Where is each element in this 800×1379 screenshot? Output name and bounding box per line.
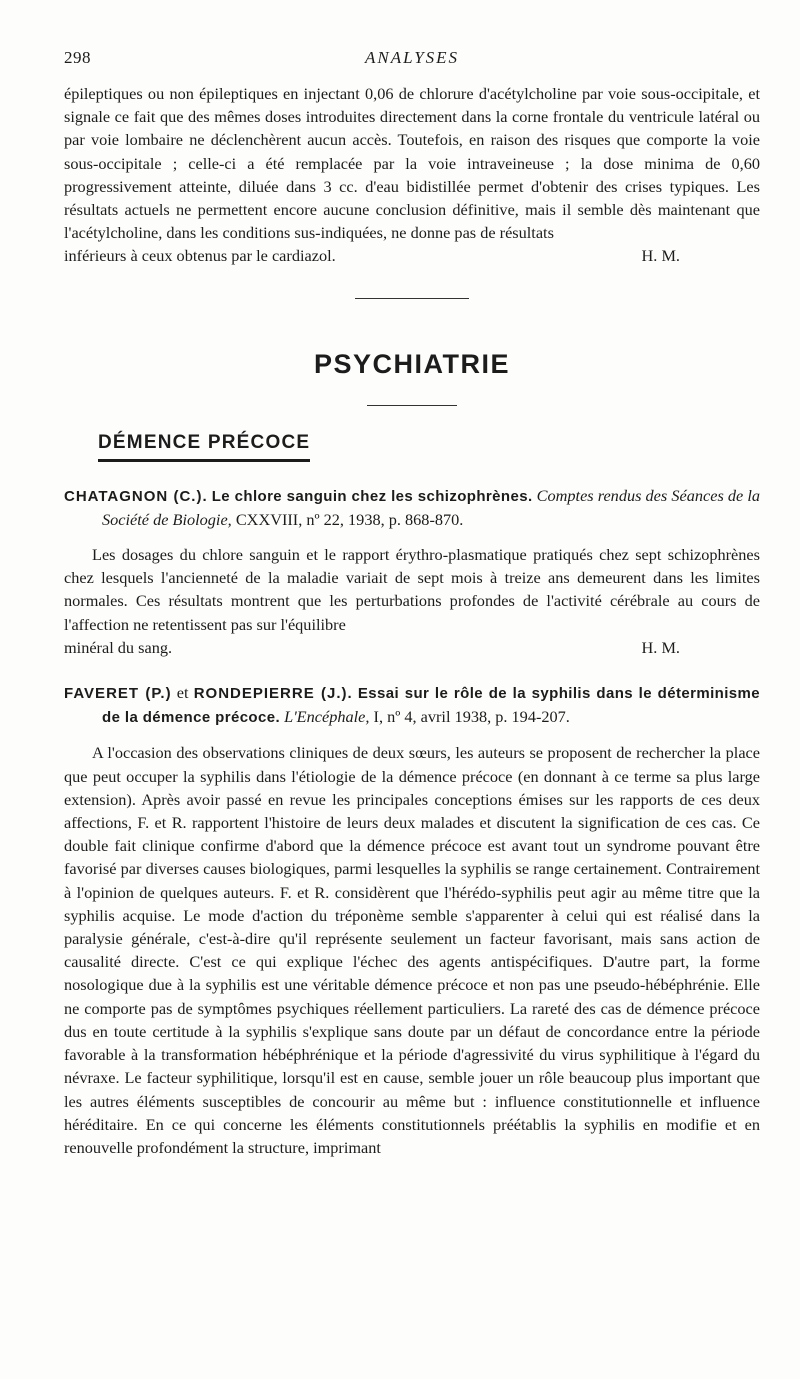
abstract-entry-chatagnon: [64, 484, 760, 659]
entry-last-text: minéral du sang.: [64, 637, 173, 657]
entry-last-line: [64, 636, 760, 659]
abstract-body: épileptiques ou non épileptiques en injectant 0,06 de chlorure d'acétylcholine par voie sous-occipitale, et signale ce fait que des mêmes doses introduites directement dans la corne frontale du ventricule latéral ou par voie lombaire ne déclenchèrent aucun accès. Toutefois, en raison des risques que comporte la voie sous-occipitale ; celle-ci a été remplacée par la voie intraveineuse ; la dose minima de 0,60 progressivement atteinte, diluée dans 3 cc. d'eau bidistillée permet d'obtenir des crises typiques. Les résultats actuels ne permettent encore aucune conclusion définitive, mais il semble dès maintenant que l'acétylcholine, dans les conditions sus-indiquées, ne donne pas de résultats: [64, 84, 760, 243]
section-title: PSYCHIATRIE: [313, 348, 511, 379]
entry-citation: [64, 484, 760, 531]
abstract-last-line: [64, 244, 760, 267]
entry-citation: [64, 681, 760, 729]
entry-title: Essai sur le rôle de la syphilis dans le déterminisme de la démence précoce.: [102, 685, 761, 727]
entry-reference: I, nº 4, avril 1938, p. 194-207.: [369, 707, 570, 727]
entry-author: CHATAGNON (C.).: [64, 487, 208, 505]
entry-reference: CXXVIII, nº 22, 1938, p. 868-870.: [231, 509, 464, 529]
entry-coauthor: RONDEPIERRE (J.).: [193, 685, 353, 703]
page-content: [64, 82, 760, 1159]
section-title-rule: [367, 405, 457, 406]
abstract-entry-faveret: [64, 681, 760, 1159]
abstract-signature: H. M.: [641, 246, 680, 266]
entry-body: Les dosages du chlore sanguin et le rapport érythro-plasmatique pratiqués chez sept schizophrènes chez lesquels l'ancienneté de la maladie variait de sept mois à treize ans demeurent dans les limites normales. Ces résultats montrent que les perturbations profondes de l'activité cérébrale au cours de l'affection ne retentissent pas sur l'équilibre: [64, 545, 760, 634]
entry-signature: H. M.: [641, 637, 680, 657]
entry-body: A l'occasion des observations cliniques de deux sœurs, les auteurs se proposent de rechercher la place que peut occuper la syphilis dans l'étiologie de la démence précoce (en donnant à ce terme sa plus large extension). Après avoir passé en revue les principales conceptions émises sur les rapports de ces deux affections, F. et R. rapportent l'histoire de leurs deux malades et discutent la signification de ces cas. Ce double fait clinique confirme d'abord que la démence précoce est avant tout un syndrome pouvant être favorisé par diverses causes biologiques, parmi lesquelles la syphilis se range certainement. Contrairement à l'opinion de quelques auteurs. F. et R. considèrent que l'hérédo-syphilis peut agir au même titre que la syphilis acquise. Le mode d'action du tréponème semble s'apparenter à celui qui est réalisé dans la paralysie générale, c'est-à-dire qu'il représente seulement un facteur favorisant, mais sans action de causalité directe. C'est ce qui explique l'échec des agents antispécifiques. D'autre part, la forme nosologique due à la syphilis est une véritable démence précoce et non pas une pseudo-hébéphrénie. Elle ne comporte pas de symptômes psychiques réellement particuliers. La rareté des cas de démence précoce dus en toute certitude à la syphilis s'explique sans doute par un défaut de concordance entre la période favorable à la transformation hébéphrénique et la période d'agressivité du virus syphilitique à l'égard du névraxe. Le facteur syphilitique, lorsqu'il est en cause, semble jouer un rôle beaucoup plus important que les autres éléments susceptibles de concourir au même but : influence constitutionnelle et influence héréditaire. En ce qui concerne les éléments constitutionnels préétablis la syphilis en modifie et en renouvelle profondément la structure, imprimant: [64, 743, 760, 1157]
entry-title: Le chlore sanguin chez les schizophrènes.: [211, 487, 533, 505]
page-number: 298: [64, 48, 91, 67]
entry-journal: Comptes rendus des Séances de la Société de Biologie,: [102, 485, 761, 529]
subsection-title: DÉMENCE PRÉCOCE: [98, 432, 310, 462]
section-divider: [355, 298, 469, 299]
running-head: [64, 48, 760, 70]
running-title: ANALYSES: [364, 48, 460, 67]
continued-abstract: [64, 82, 760, 268]
entry-author: FAVERET (P.): [64, 685, 172, 703]
abstract-last-text: inférieurs à ceux obtenus par le cardiazol.: [64, 246, 336, 266]
entry-conjunction: et: [171, 683, 194, 703]
entry-journal: L'Encéphale,: [284, 707, 370, 727]
